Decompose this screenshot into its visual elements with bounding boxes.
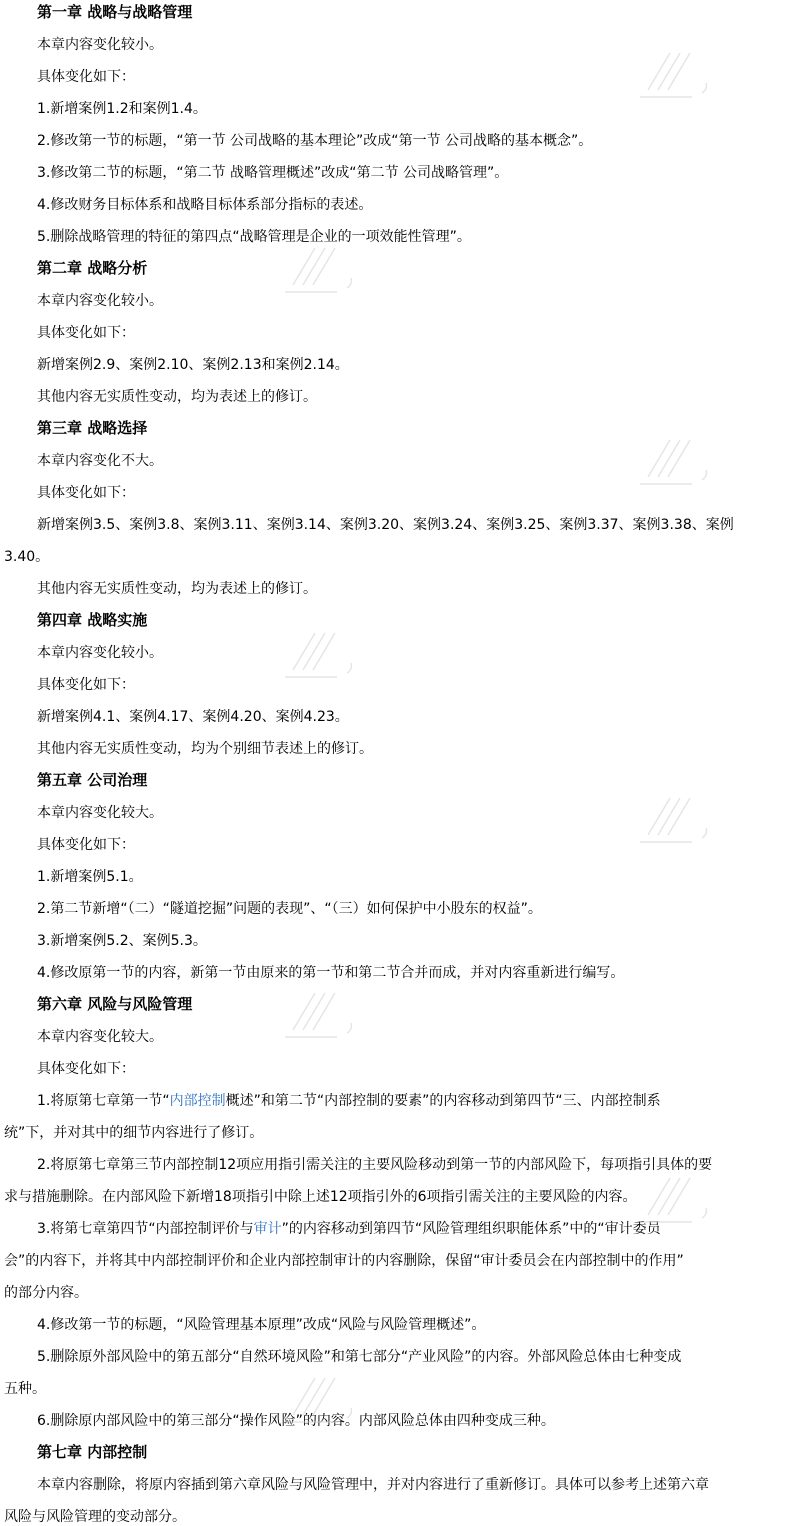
chapter-3-line-3-cont: 3.40。 bbox=[4, 549, 50, 565]
audit-link[interactable]: 审计 bbox=[253, 1221, 282, 1237]
chapter-6-line-2: 具体变化如下： bbox=[37, 1061, 135, 1077]
chapter-5-line-4: 2.第二节新增“（二）“隧道挖掘”问题的表现”、“（三）如何保护中小股东的权益”。 bbox=[37, 901, 542, 917]
chapter-2-line-3: 新增案例2.9、案例2.10、案例2.13和案例2.14。 bbox=[37, 357, 349, 373]
watermark-icon bbox=[275, 985, 365, 1045]
chapter-6-item-1-post: 概述”和第二节“内部控制的要素”的内容移动到第四节“三、内部控制系 bbox=[225, 1093, 661, 1109]
chapter-6-item-2-cont: 求与措施删除。在内部风险下新增18项指引中除上述12项指引外的6项指引需关注的主要风险的内容。 bbox=[4, 1189, 637, 1205]
chapter-6-item-5: 5.删除原外部风险中的第五部分“自然环境风险”和第七部分“产业风险”的内容。外部风险总体由七种变成 bbox=[37, 1349, 682, 1365]
chapter-4-line-1: 本章内容变化较小。 bbox=[37, 645, 163, 661]
chapter-6-item-1-cont: 统”下，并对其中的细节内容进行了修订。 bbox=[4, 1125, 264, 1141]
watermark-icon bbox=[630, 432, 720, 492]
chapter-1-line-6: 4.修改财务目标体系和战略目标体系部分指标的表述。 bbox=[37, 197, 373, 213]
chapter-4-title: 第四章 战略实施 bbox=[37, 611, 148, 629]
chapter-3-title: 第三章 战略选择 bbox=[37, 419, 148, 437]
chapter-2-title: 第二章 战略分析 bbox=[37, 259, 148, 277]
chapter-3-line-4: 其他内容无实质性变动，均为表述上的修订。 bbox=[37, 581, 317, 597]
chapter-6-item-3-cont-2: 的部分内容。 bbox=[4, 1285, 88, 1301]
watermark-icon bbox=[275, 625, 365, 685]
chapter-6-item-3-post: ”的内容移动到第四节“风险管理组织职能体系”中的“审计委员 bbox=[281, 1221, 661, 1237]
chapter-5-line-5: 3.新增案例5.2、案例5.3。 bbox=[37, 933, 207, 949]
chapter-3-line-3: 新增案例3.5、案例3.8、案例3.11、案例3.14、案例3.20、案例3.24、案例3.25、案例3.37、案例3.38、案例 bbox=[37, 517, 734, 533]
chapter-6-item-4: 4.修改第一节的标题，“风险管理基本原理”改成“风险与风险管理概述”。 bbox=[37, 1317, 486, 1333]
chapter-6-line-1: 本章内容变化较大。 bbox=[37, 1029, 163, 1045]
chapter-7-line-1-cont: 风险与风险管理的变动部分。 bbox=[4, 1509, 186, 1525]
chapter-5-line-6: 4.修改原第一节的内容，新第一节由原来的第一节和第二节合并而成，并对内容重新进行编写。 bbox=[37, 965, 625, 981]
watermark-icon bbox=[630, 790, 720, 850]
chapter-3-line-1: 本章内容变化不大。 bbox=[37, 453, 163, 469]
watermark-icon bbox=[275, 240, 365, 300]
chapter-4-line-4: 其他内容无实质性变动，均为个别细节表述上的修订。 bbox=[37, 741, 373, 757]
chapter-6-item-3-pre: 3.将第七章第四节“内部控制评价与 bbox=[37, 1221, 254, 1237]
chapter-5-line-1: 本章内容变化较大。 bbox=[37, 805, 163, 821]
chapter-3-line-2: 具体变化如下： bbox=[37, 485, 135, 501]
watermark-icon bbox=[630, 1170, 720, 1230]
chapter-6-item-1-pre: 1.将原第七章第一节“ bbox=[37, 1093, 170, 1109]
watermark-icon bbox=[275, 1370, 365, 1430]
chapter-1-line-4: 2.修改第一节的标题，“第一节 公司战略的基本理论”改成“第一节 公司战略的基本概念”。 bbox=[37, 133, 593, 149]
chapter-4-line-3: 新增案例4.1、案例4.17、案例4.20、案例4.23。 bbox=[37, 709, 349, 725]
chapter-5-title: 第五章 公司治理 bbox=[37, 771, 148, 789]
internal-control-link[interactable]: 内部控制 bbox=[169, 1093, 226, 1109]
chapter-5-line-3: 1.新增案例5.1。 bbox=[37, 869, 143, 885]
chapter-6-title: 第六章 风险与风险管理 bbox=[37, 995, 193, 1013]
watermark-icon bbox=[630, 45, 720, 105]
chapter-2-line-4: 其他内容无实质性变动，均为表述上的修订。 bbox=[37, 389, 317, 405]
chapter-1-title: 第一章 战略与战略管理 bbox=[37, 3, 193, 21]
chapter-7-title: 第七章 内部控制 bbox=[37, 1443, 148, 1461]
chapter-1-line-1: 本章内容变化较小。 bbox=[37, 37, 163, 53]
chapter-7-line-1: 本章内容删除，将原内容插到第六章风险与风险管理中，并对内容进行了重新修订。具体可以参考上述第六章 bbox=[37, 1477, 709, 1493]
chapter-2-line-1: 本章内容变化较小。 bbox=[37, 293, 163, 309]
chapter-4-line-2: 具体变化如下： bbox=[37, 677, 135, 693]
chapter-2-line-2: 具体变化如下： bbox=[37, 325, 135, 341]
chapter-6-item-3-cont-1: 会”的内容下，并将其中内部控制评价和企业内部控制审计的内容删除，保留“审计委员会在内部控制中的作用” bbox=[4, 1253, 684, 1269]
chapter-6-item-2: 2.将原第七章第三节内部控制12项应用指引需关注的主要风险移动到第一节的内部风险下，每项指引具体的要 bbox=[37, 1157, 713, 1173]
chapter-6-item-1 bbox=[37, 1093, 804, 1109]
chapter-5-line-2: 具体变化如下： bbox=[37, 837, 135, 853]
chapter-1-line-5: 3.修改第二节的标题，“第二节 战略管理概述”改成“第二节 公司战略管理”。 bbox=[37, 165, 509, 181]
chapter-6-item-5-cont: 五种。 bbox=[4, 1381, 46, 1397]
chapter-6-item-6: 6.删除原内部风险中的第三部分“操作风险”的内容。内部风险总体由四种变成三种。 bbox=[37, 1413, 555, 1429]
chapter-1-line-2: 具体变化如下： bbox=[37, 69, 135, 85]
chapter-1-line-7: 5.删除战略管理的特征的第四点“战略管理是企业的一项效能性管理”。 bbox=[37, 229, 471, 245]
chapter-1-line-3: 1.新增案例1.2和案例1.4。 bbox=[37, 101, 207, 117]
